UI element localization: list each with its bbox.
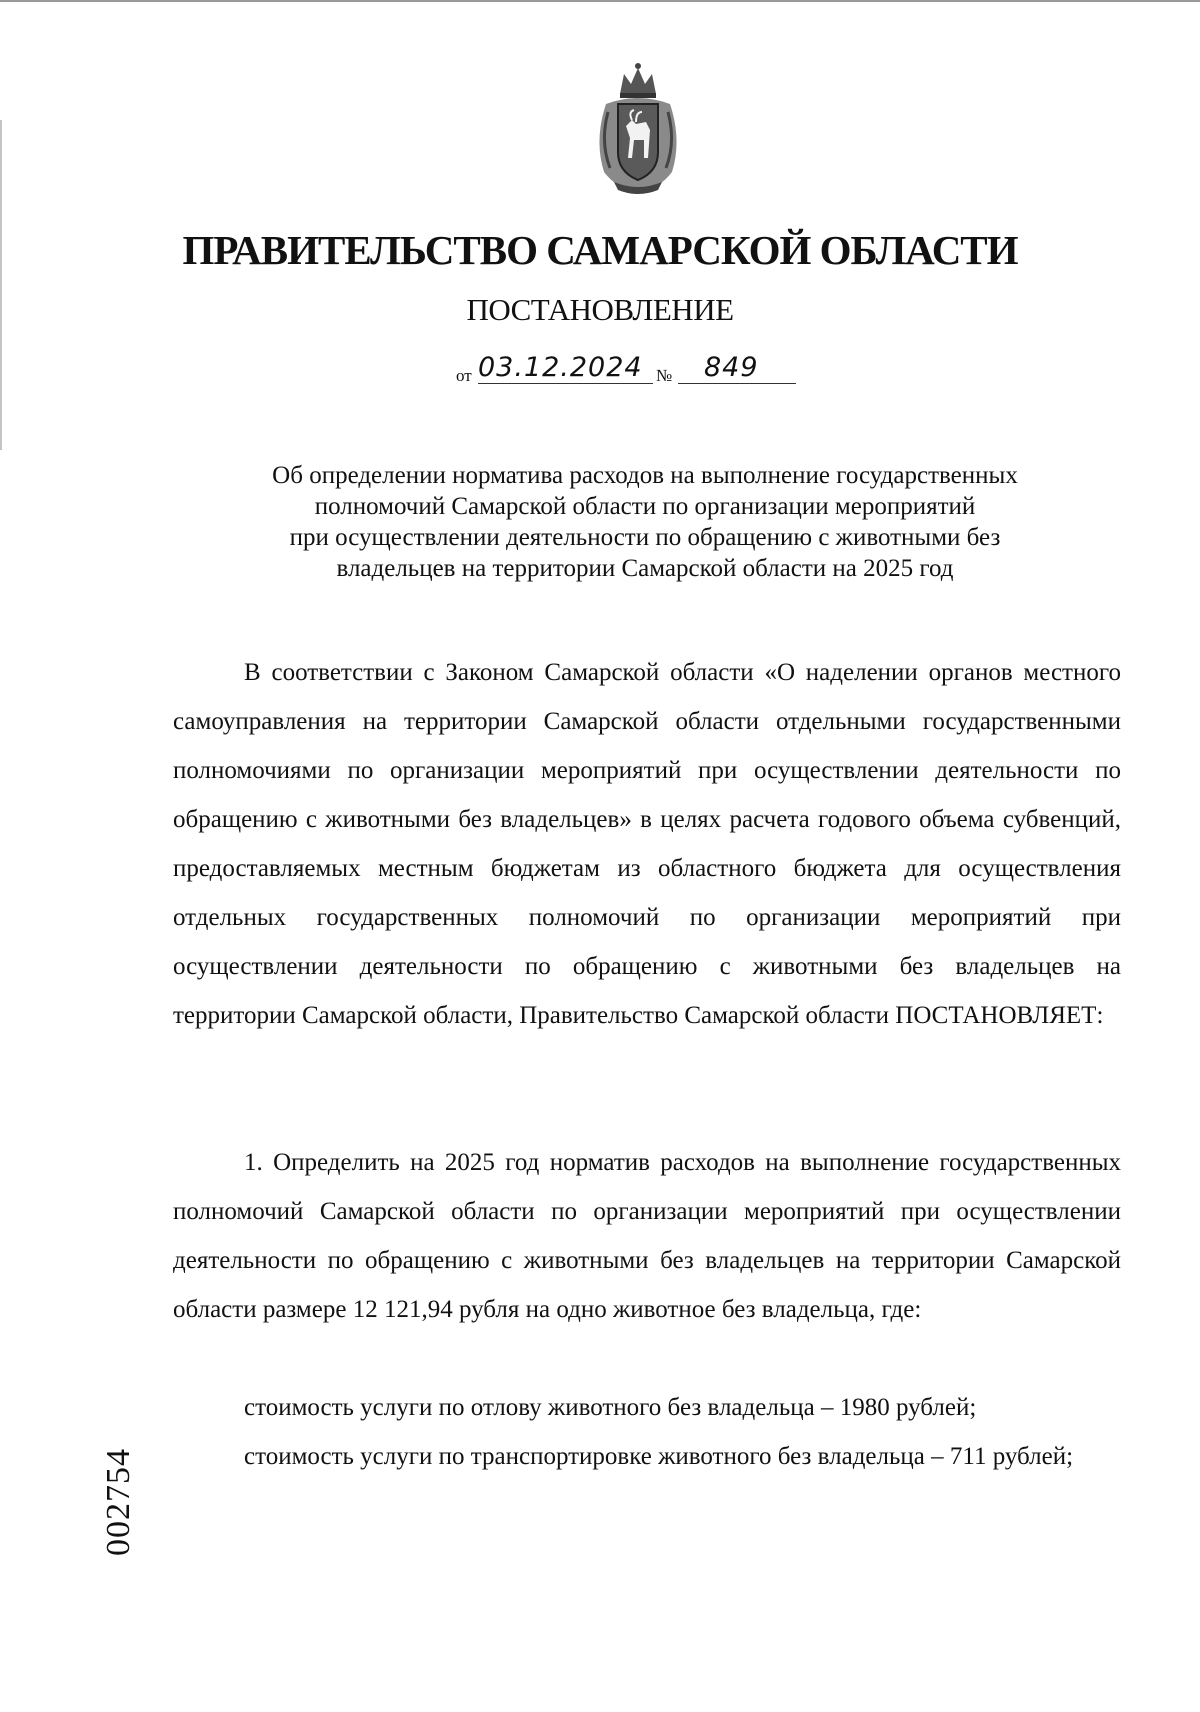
document-type: ПОСТАНОВЛЕНИЕ [466,292,734,327]
cost-transport-paragraph: стоимость услуги по транспортировке животного без владельца – 711 рублей; [244,1443,1074,1470]
item-1-paragraph: 1. Определить на 2025 год норматив расходов на выполнение государственных полномочий Самарской области по организации мероприятий при осуществлении деятельности по обращению с животными без владельцев на территории Самарской области размере 12 121,94 рубля на одно животное без владельца, где: [173,1149,1121,1323]
subject-line: полномочий Самарской области по организации мероприятий [314,493,976,520]
coat-of-arms-icon [588,60,688,198]
date-number-line [456,352,856,392]
government-title: ПРАВИТЕЛЬСТВО САМАРСКОЙ ОБЛАСТИ [182,227,1018,273]
date-prefix: от [456,366,472,385]
cost-capture-paragraph: стоимость услуги по отлову животного без владельца – 1980 рублей; [244,1394,977,1421]
subject-line: при осуществлении деятельности по обращению с животными без [289,524,1001,551]
subject-line: Об определении норматива расходов на выполнение государственных [272,462,1018,489]
scan-top-edge [0,0,1200,2]
number-prefix: № [656,366,673,385]
subject-line: владельцев на территории Самарской области на 2025 год [336,555,954,582]
number-underline [678,383,796,384]
document-subject [160,460,1130,584]
preamble-paragraph: В соответствии с Законом Самарской области «О наделении органов местного самоуправления на территории Самарской области отдельными государственными полномочиями по организации мероприятий при осуществлении деятельности по обращению с животными без владельцев» в целях расчета годового объема субвенций, предоставляемых местным бюджетам из областного бюджета для осуществления отдельных государственных полномочий по организации мероприятий при осуществлении деятельности по обращению с животными без владельцев на территории Самарской области, Правительство Самарской области ПОСТАНОВЛЯЕТ: [173,659,1121,1029]
handwritten-number: 849 [704,352,759,383]
handwritten-date: 03.12.2024 [478,352,643,383]
date-underline [478,383,653,384]
scan-left-edge [0,120,2,450]
registration-number: 002754 [100,1448,137,1556]
